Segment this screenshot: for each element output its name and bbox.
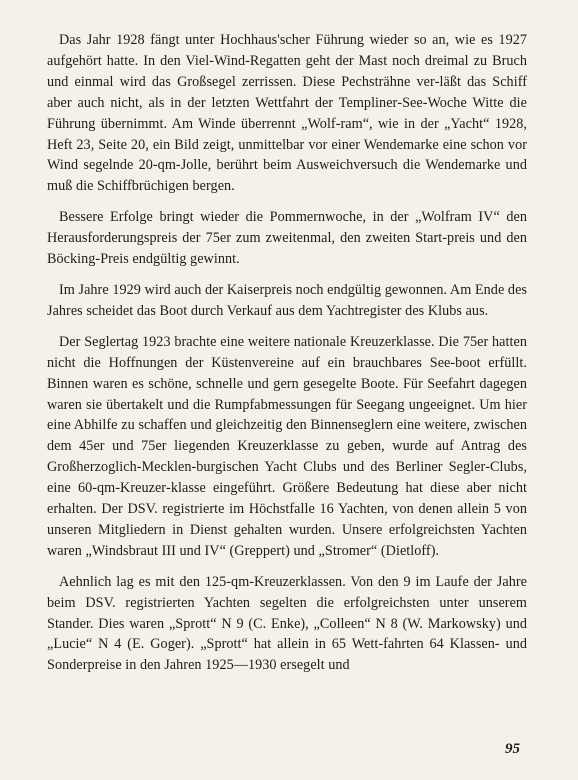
paragraph-1928-season: Das Jahr 1928 fängt unter Hochhaus'scher Führung wieder so an, wie es 1927 aufgehört hatte. In den Viel‐Wind‐Regatten geht der Mast noch dreimal zu Bruch und einmal wird das Großsegel zerrissen. Diese Pechsträhne ver‐läßt das Schiff aber auch nicht, als in der letzten Wettfahrt der Templiner‐See‐Woche Witte die Führung übernimmt. Am Winde überrennt „Wolf‐ram“, wie in der „Yacht“ 1928, Heft 23, Seite 20, ein Bild zeigt, unmittelbar vor einer Wendemarke eine schon vor Wind segelnde 20‐qm‐Jolle, berührt beim Ausweichversuch die Wendemarke und muß die Schiffbrüchigen bergen.	[47, 32, 527, 195]
page-number: 95	[505, 741, 520, 757]
paragraph-pommernwoche: Bessere Erfolge bringt wieder die Pommernwoche, in der „Wolfram IV“ den Herausforderungspreis der 75er zum zweitenmal, den zweiten Start‐preis und den Böcking‐Preis endgültig gewinnt.	[47, 209, 527, 268]
paragraph-kaiserpreis: Im Jahre 1929 wird auch der Kaiserpreis noch endgültig gewonnen. Am Ende des Jahres scheidet das Boot durch Verkauf aus dem Yachtregister des Klubs aus.	[47, 281, 527, 319]
body-text	[47, 30, 527, 686]
paragraph-seglertag-1923: Der Seglertag 1923 brachte eine weitere nationale Kreuzerklasse. Die 75er hatten nicht die Hoffnungen der Küstenvereine auf ein brauchbares See‐boot erfüllt. Binnen waren es schöne, schnelle und gern gesegelte Boote. Für Seefahrt dagegen waren sie übertakelt und die Rumpfabmessungen für Seegang ungeeignet. Um hier eine Abhilfe zu schaffen und gleichzeitig den Binnenseglern eine weitere, zwischen dem 45er und 75er liegenden Kreuzerklasse zu geben, wurde auf Antrag des Großherzoglich‐Mecklen‐burgischen Yacht Clubs und des Berliner Segler‐Clubs, eine 60‐qm‐Kreuzer‐klasse eingeführt. Größere Bedeutung hat diese aber nicht erhalten. Der DSV. registrierte im Höchstfalle 16 Yachten, von denen allein 5 von unseren Mitgliedern in Dienst gehalten wurden. Unsere erfolgreichsten Yachten waren „Windsbraut III und IV“ (Greppert) und „Stromer“ (Dietloff).	[47, 333, 527, 559]
paragraph-125qm-kreuzer: Aehnlich lag es mit den 125‐qm‐Kreuzerklassen. Von den 9 im Laufe der Jahre beim DSV. registrierten Yachten segelten die erfolgreichsten unter unserem Stander. Dies waren „Sprott“ N 9 (C. Enke), „Colleen“ N 8 (W. Markowsky) und „Lucie“ N 4 (E. Goger). „Sprott“ hat allein in 65 Wett‐fahrten 64 Klassen‐ und Sonderpreise in den Jahren 1925—1930 ersegelt und	[47, 573, 527, 674]
